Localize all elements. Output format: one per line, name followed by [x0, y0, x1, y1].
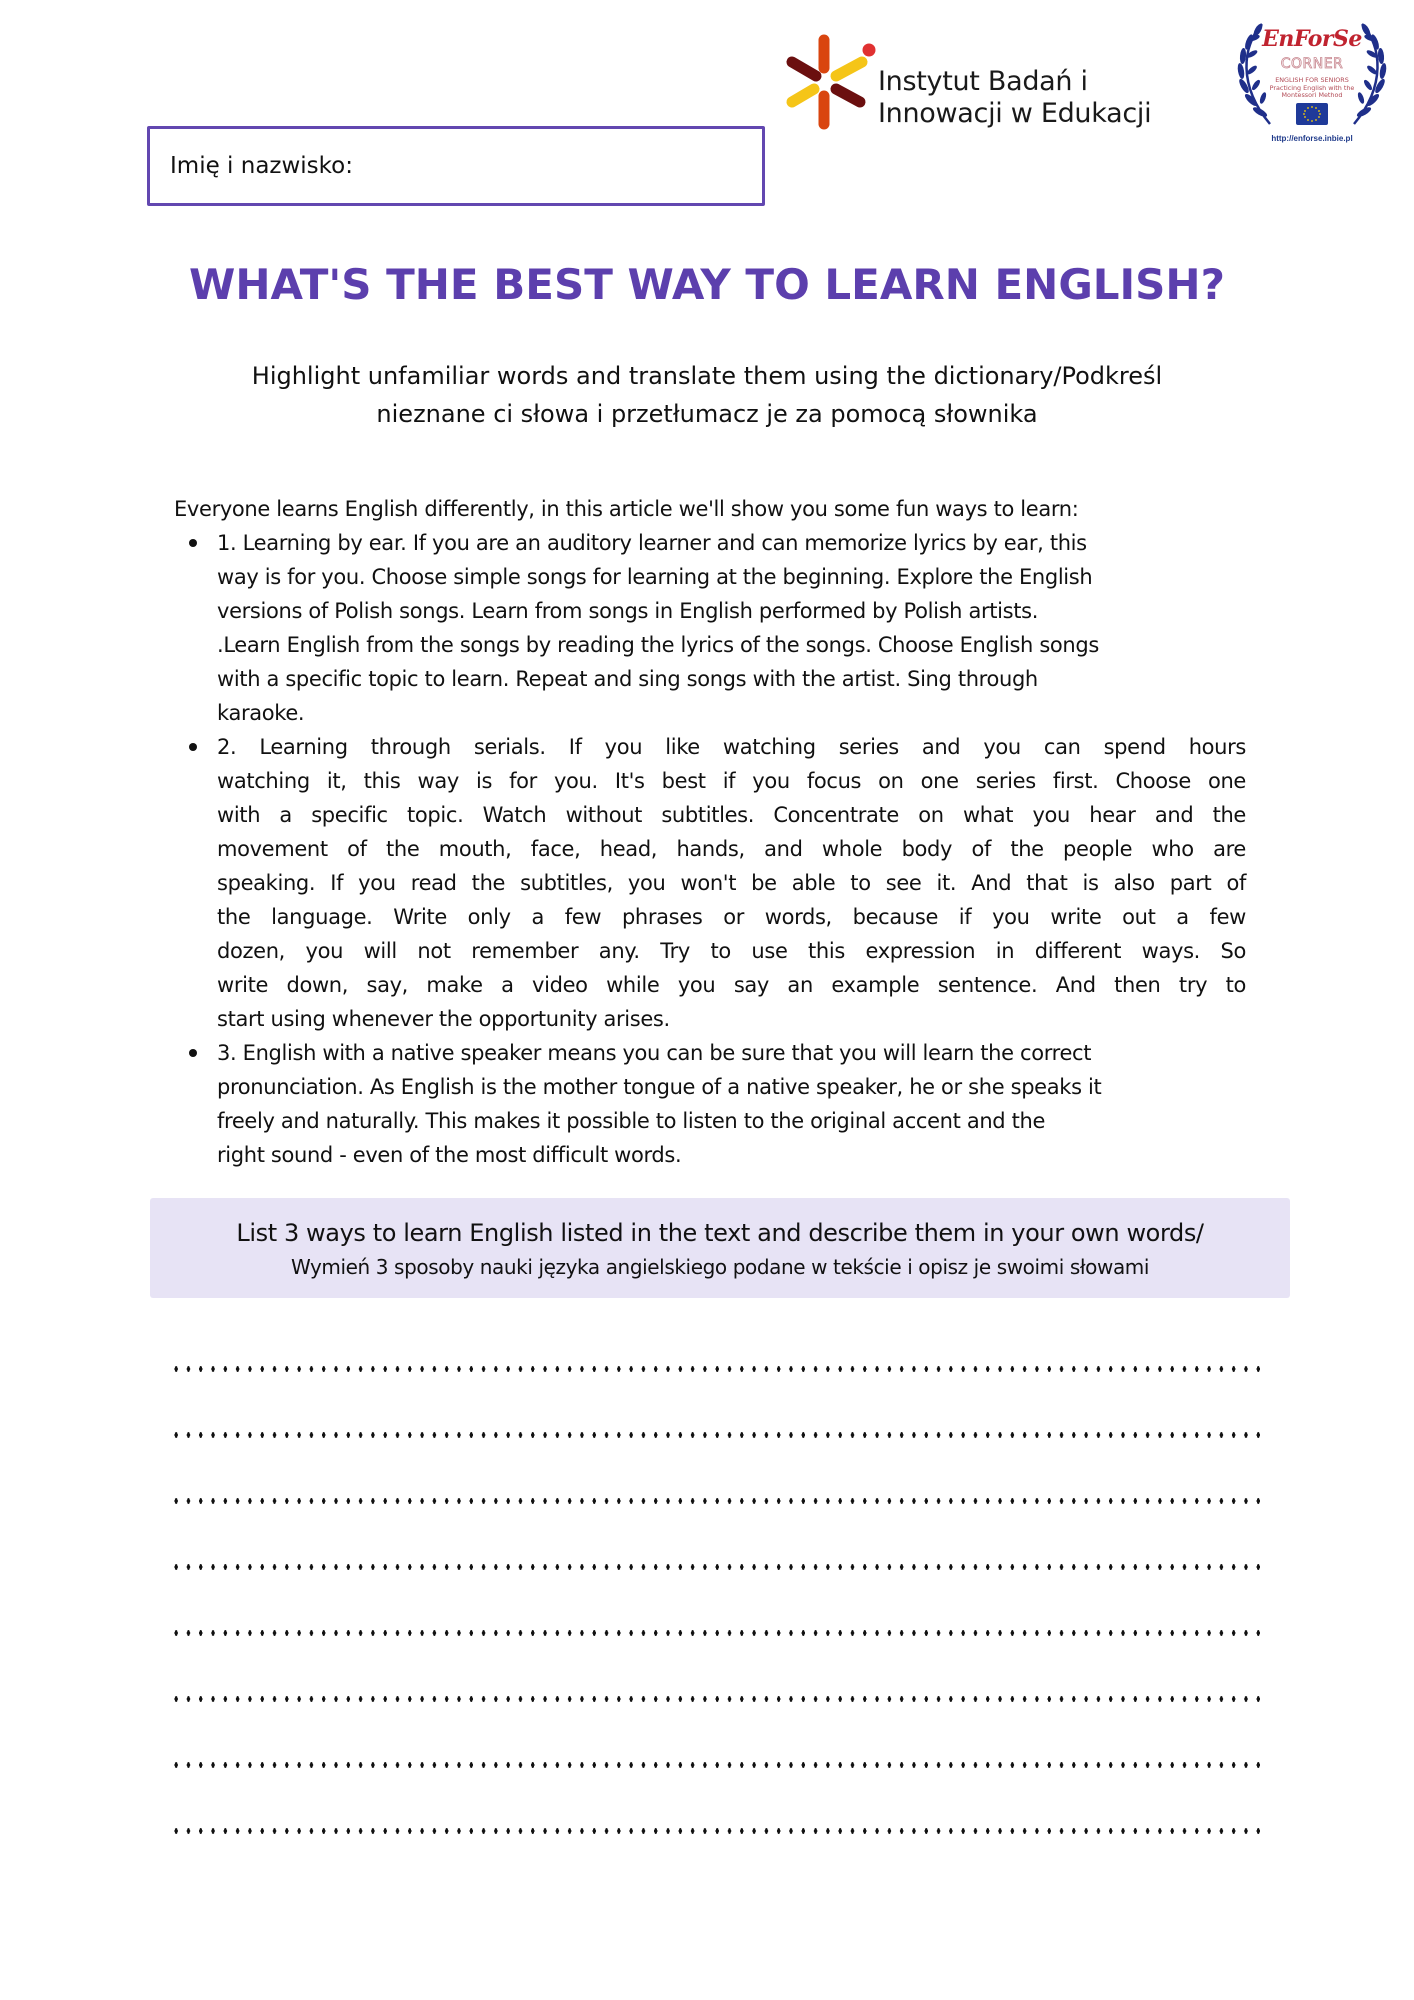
list-item-line: start using whenever the opportunity arises.	[217, 1007, 670, 1031]
enforse-logo-subtitle: CORNER	[1280, 56, 1344, 72]
list-item-line: dozen, you will not remember any. Try to use this expression in different ways. So	[217, 939, 1246, 963]
answer-line[interactable]	[170, 1564, 1262, 1570]
list-item-line: 2. Learning through serials. If you like watching series and you can spend hours	[217, 735, 1246, 759]
enforse-logo-line1: ENGLISH FOR SENIORS	[1275, 76, 1349, 84]
answer-line[interactable]	[170, 1630, 1262, 1636]
list-item-learning-through-serials	[174, 730, 1246, 1036]
name-field-label: Imię i nazwisko:	[170, 153, 353, 179]
answer-line[interactable]	[170, 1432, 1262, 1438]
article-intro: Everyone learns English differently, in this article we'll show you some fun ways to learn:	[174, 497, 1079, 521]
task-instruction-polish: Wymień 3 sposoby nauki języka angielskiego podane w tekście i opisz je swoimi słowami	[290, 1255, 1150, 1279]
list-item-line: freely and naturally. This makes it possible to listen to the original accent and the	[217, 1109, 1046, 1133]
bullet-icon	[189, 539, 197, 547]
answer-line[interactable]	[170, 1366, 1262, 1372]
list-item-line: write down, say, make a video while you say an example sentence. And then try to	[217, 973, 1246, 997]
list-item-line: movement of the mouth, face, head, hands, and whole body of the people who are	[217, 837, 1246, 861]
answer-line[interactable]	[170, 1762, 1262, 1768]
ibie-logo	[784, 30, 1204, 135]
ibie-logo-line1: Instytut Badań i	[878, 66, 1088, 97]
ibie-logo-line2: Innowacji w Edukacji	[878, 98, 1152, 129]
list-item-line: pronunciation. As English is the mother tongue of a native speaker, he or she speaks it	[217, 1075, 1102, 1099]
enforse-logo-line2: Practicing English with the	[1269, 83, 1355, 92]
instructions	[120, 357, 1294, 433]
ibie-logo-text	[878, 66, 1151, 130]
task-box	[150, 1198, 1290, 1298]
answer-line[interactable]	[170, 1696, 1262, 1702]
list-item-line: watching it, this way is for you. It's best if you focus on one series first. Choose one	[217, 769, 1246, 793]
enforse-logo-line3: Montessori Method	[1281, 91, 1343, 99]
answer-line[interactable]	[170, 1828, 1262, 1834]
list-item-line: right sound - even of the most difficult words.	[217, 1143, 682, 1167]
enforse-corner-logo	[1232, 16, 1392, 148]
list-item-line: karaoke.	[217, 701, 305, 725]
name-field[interactable]	[147, 126, 765, 206]
enforse-logo-title: EnForSe	[1262, 26, 1362, 52]
list-item-native-speaker	[174, 1036, 1246, 1172]
enforse-logo-url: http://enforse.inbie.pl	[1271, 134, 1353, 143]
eu-flag-icon	[1296, 103, 1328, 125]
ibie-logo-mark-icon	[784, 30, 876, 135]
task-instruction-english: List 3 ways to learn English listed in the text and describe them in your own words/	[236, 1219, 1204, 1247]
bullet-icon	[189, 1049, 197, 1057]
article	[174, 492, 1246, 1172]
list-item-learning-by-ear	[174, 526, 1246, 730]
list-item-line: 3. English with a native speaker means you can be sure that you will learn the correct	[217, 1041, 1092, 1065]
instructions-line2: nieznane ci słowa i przetłumacz je za pomocą słownika	[376, 400, 1038, 428]
list-item-line: with a specific topic. Watch without subtitles. Concentrate on what you hear and the	[217, 803, 1246, 827]
list-item-line: versions of Polish songs. Learn from songs in English performed by Polish artists.	[217, 599, 1039, 623]
list-item-line: 1. Learning by ear. If you are an auditory learner and can memorize lyrics by ear, this	[217, 531, 1087, 555]
list-item-line: with a specific topic to learn. Repeat and sing songs with the artist. Sing through	[217, 667, 1038, 691]
list-item-line: way is for you. Choose simple songs for learning at the beginning. Explore the English	[217, 565, 1093, 589]
ways-list	[174, 526, 1246, 1172]
answer-line[interactable]	[170, 1498, 1262, 1504]
instructions-line1: Highlight unfamiliar words and translate them using the dictionary/Podkreśl	[251, 362, 1163, 390]
bullet-icon	[189, 743, 197, 751]
page-title: WHAT'S THE BEST WAY TO LEARN ENGLISH?	[189, 260, 1225, 309]
list-item-line: .Learn English from the songs by reading the lyrics of the songs. Choose English songs	[217, 633, 1099, 657]
list-item-line: the language. Write only a few phrases or words, because if you write out a few	[217, 905, 1246, 929]
list-item-line: speaking. If you read the subtitles, you won't be able to see it. And that is also part of	[217, 871, 1246, 895]
